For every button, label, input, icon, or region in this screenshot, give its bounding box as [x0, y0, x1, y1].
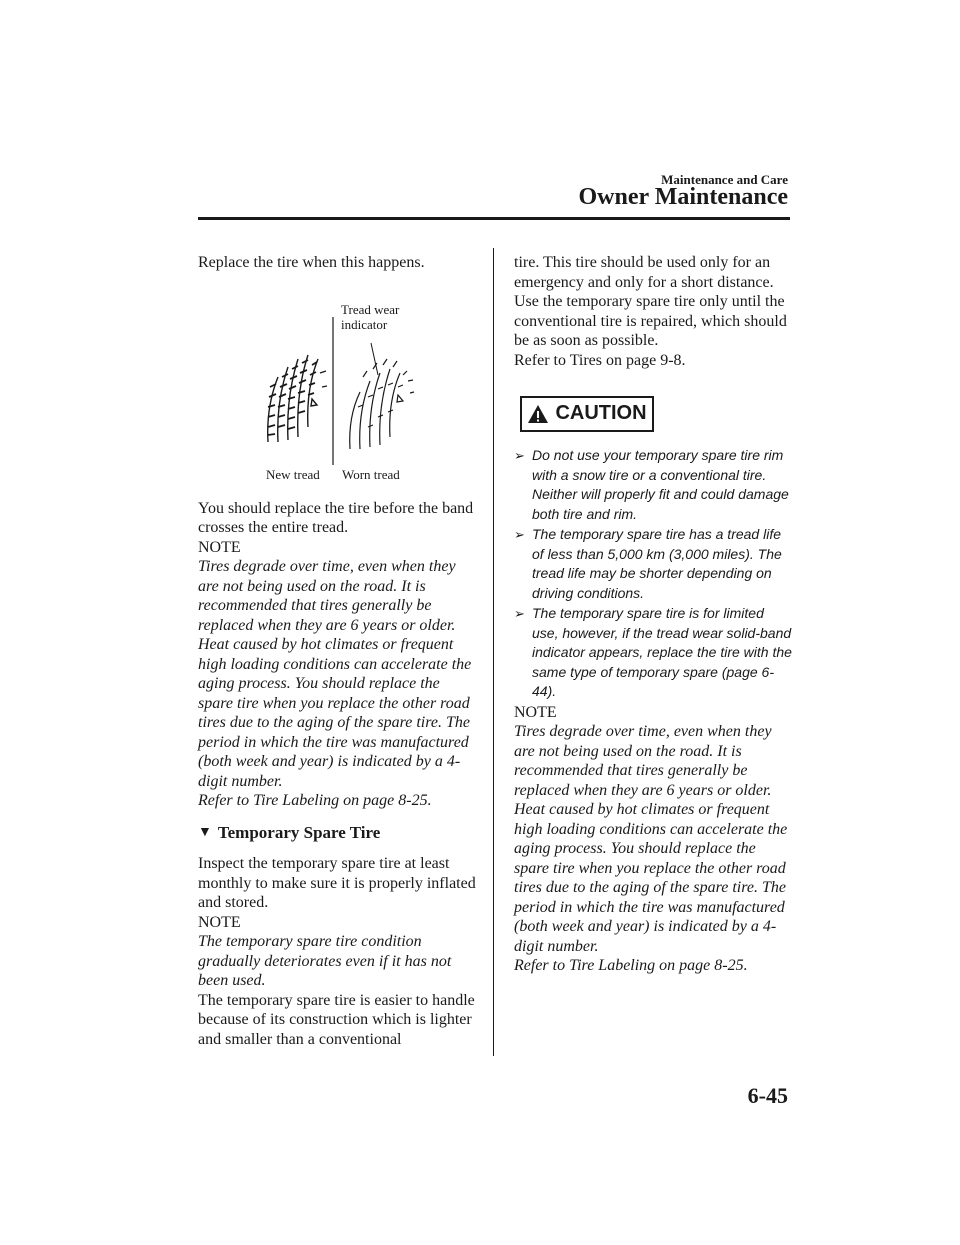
note-body: The temporary spare tire condition gradually deteriorates even if it has not been used.: [198, 933, 452, 989]
header-rule: [198, 217, 790, 220]
page-number: 6-45: [747, 1083, 788, 1108]
tread-wear-indicator-label: Tread wear indicator: [341, 301, 400, 332]
column-divider: [493, 248, 494, 1056]
temporary-spare-tire-heading: [198, 823, 478, 843]
note-reference: Refer to Tire Labeling on page 8-25.: [198, 792, 432, 809]
replace-text: You should replace the tire before the band crosses the entire tread.: [198, 499, 474, 536]
caution-item-text: The temporary spare tire has a tread life of less than 5,000 km (3,000 miles). The tread life may be shorter depending on driving conditions.: [532, 526, 782, 601]
note-heading: NOTE: [514, 703, 557, 721]
note-body: Tires degrade over time, even when they are not being used on the road. It is recommended that tires generally be replaced when they are 6 years or older. Heat caused by hot climates or frequent high loading conditions can accelerate the aging process. You should replace the spare tire when you replace the other road tires due to the aging of the spare tire. The period in which the tire was manufactured (both week and year) is indicated by a 4-digit number.: [514, 723, 788, 955]
tire-tread-illustration: [198, 277, 478, 491]
right-column: [514, 253, 794, 976]
caution-list: [514, 446, 794, 702]
intro-text: Replace the tire when this happens.: [198, 254, 425, 271]
caution-item-text: Do not use your temporary spare tire rim with a snow tire or a conventional tire. Neither will properly fit and could damage both tire and rim.: [532, 447, 789, 522]
arrow-bullet-icon: ➢: [514, 606, 525, 621]
note-heading: NOTE: [198, 913, 241, 931]
triangle-down-icon: ▼: [198, 824, 212, 840]
inspect-text: Inspect the temporary spare tire at least monthly to make sure it is properly inflated and stored.: [198, 855, 476, 911]
caution-label: CAUTION: [555, 402, 647, 425]
section-header: Maintenance and Care: [661, 172, 788, 187]
use-text: Use the temporary spare tire only until the conventional tire is repaired, which should be as soon as possible.: [514, 293, 787, 349]
worn-tread-drawing: [350, 359, 414, 449]
page-title: Owner Maintenance: [578, 184, 788, 210]
note-heading: NOTE: [198, 538, 241, 556]
note-reference: Refer to Tire Labeling on page 8-25.: [514, 957, 748, 974]
caution-item: [514, 604, 794, 702]
handle-text: The temporary spare tire is easier to handle because of its construction which is lighter and smaller than a conventional: [198, 991, 475, 1048]
tread-wear-figure: [198, 277, 478, 491]
indicator-leader-line: [371, 343, 378, 375]
continued-text: tire. This tire should be used only for an emergency and only for a short distance.: [514, 254, 774, 291]
refer-text: Refer to Tires on page 9-8.: [514, 351, 686, 369]
subheading-label: Temporary Spare Tire: [217, 822, 381, 842]
caution-label-box: [520, 396, 654, 432]
warning-icon: [527, 404, 549, 424]
left-column: [198, 253, 478, 1049]
new-tread-drawing: [268, 355, 327, 442]
caution-item-text: The temporary spare tire is for limited use, however, if the tread wear solid-band indicator appears, replace the tire with the same type of temporary spare (page 6-44).: [532, 605, 792, 699]
arrow-bullet-icon: ➢: [514, 448, 525, 463]
new-tread-label: New tread: [266, 466, 320, 482]
note-body: Tires degrade over time, even when they are not being used on the road. It is recommended that tires generally be replaced when they are 6 years or older. Heat caused by hot climates or frequent high loading conditions can accelerate the aging process. You should replace the spare tire when you replace the other road tires due to the aging of the spare tire. The period in which the tire was manufactured (both week and year) is indicated by a 4-digit number.: [198, 558, 472, 790]
worn-tread-label: Worn tread: [342, 466, 400, 482]
caution-item: [514, 446, 794, 524]
arrow-bullet-icon: ➢: [514, 527, 525, 542]
caution-item: [514, 525, 794, 603]
